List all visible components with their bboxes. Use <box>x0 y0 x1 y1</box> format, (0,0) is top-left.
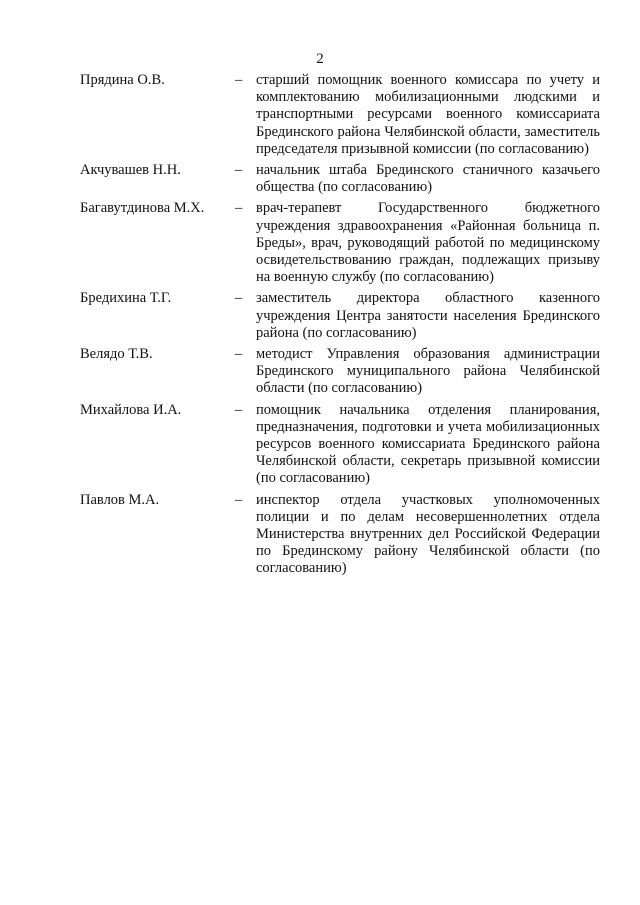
member-description: инспектор отдела участковых уполномоченных полиции и по делам несовершеннолетних отдела Министерства внутренних дел Российской Федерации по Брединскому району Челябинской области (по согласованию) <box>256 491 600 577</box>
member-entry <box>80 492 600 578</box>
member-entry <box>80 72 600 158</box>
member-name: Прядина О.В. <box>80 72 165 88</box>
member-name: Акчувашев Н.Н. <box>80 162 181 179</box>
page-number: 2 <box>316 51 324 67</box>
member-dash: – <box>235 162 243 179</box>
member-name: Бредихина Т.Г. <box>80 290 172 307</box>
member-dash: – <box>235 491 243 508</box>
member-entry <box>80 402 600 488</box>
member-description: помощник начальника отделения планирования, предназначения, подготовки и учета мобилизационных ресурсов военного комиссариата Брединского района Челябинской области, секретарь призывной комиссии (по согласованию) <box>256 401 600 487</box>
member-description: заместитель директора областного казенного учреждения Центра занятости населения Брединского района (по согласованию) <box>256 290 600 341</box>
member-name: Павлов М.А. <box>80 491 160 508</box>
member-entry <box>80 162 600 196</box>
member-entry <box>80 200 600 286</box>
member-entry <box>80 346 600 398</box>
member-description: старший помощник военного комиссара по учету и комплектованию мобилизационными людскими и транспортными ресурсами военного комиссариата Брединского района Челябинской области, заместитель председателя призывной комиссии (по согласованию) <box>256 72 600 157</box>
member-dash: – <box>235 346 243 363</box>
member-description: врач-терапевт Государственного бюджетного учреждения здравоохранения «Районная больница п. Бреды», врач, руководящий работой по медицинскому освидетельствованию граждан, подлежащих призыву на военную службу (по согласованию) <box>256 200 600 286</box>
member-dash: – <box>235 72 243 88</box>
member-description: начальник штаба Брединского станичного казачьего общества (по согласованию) <box>256 162 600 196</box>
member-name: Велядо Т.В. <box>80 346 153 363</box>
member-dash: – <box>235 401 243 418</box>
member-name: Михайлова И.А. <box>80 401 182 418</box>
member-dash: – <box>235 200 243 217</box>
commission-members-list <box>80 72 600 582</box>
member-dash: – <box>235 290 243 307</box>
member-description: методист Управления образования администрации Брединского муниципального района Челябинской области (по согласованию) <box>256 346 600 397</box>
member-name: Багавутдинова М.Х. <box>80 200 205 217</box>
member-entry <box>80 290 600 342</box>
